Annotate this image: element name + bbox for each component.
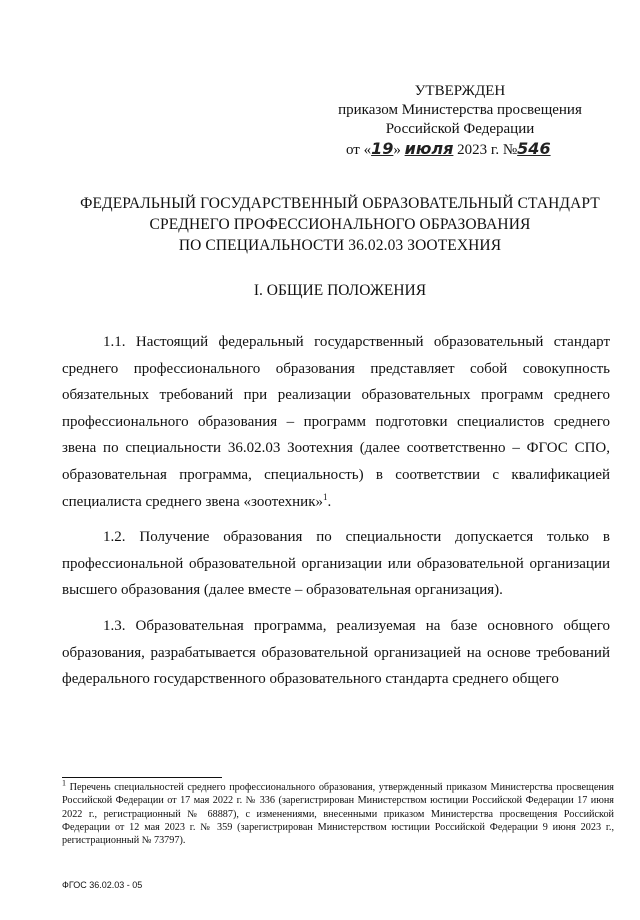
paragraph-1-1-end: . xyxy=(327,493,332,510)
footnote-separator xyxy=(62,777,222,778)
approval-order-line: приказом Министерства просвещения xyxy=(338,102,582,118)
page-code: ФГОС 36.02.03 - 05 xyxy=(62,880,143,890)
footnote-text: Перечень специальностей среднего профессионального образования, утвержденный приказом Министерства просвещения Российской Федерации от 17 мая 2022 г. № 336 (зарегистрирован Министерством юстиции Российской Федерации 17 июня 2022 г., регистрационный № 68887), с изменениями, внесенными приказом Министерства просвещения Российской Федерации от 12 мая 2023 г. № 359 (зарегистрирован Министерством юстиции Российской Федерации 9 июня 2023 г., регистрационный № 73797). xyxy=(62,782,614,847)
title-line-1: ФЕДЕРАЛЬНЫЙ ГОСУДАРСТВЕННЫЙ ОБРАЗОВАТЕЛЬНЫЙ СТАНДАРТ xyxy=(80,195,600,212)
approval-heading: УТВЕРЖДЕН xyxy=(414,83,506,99)
section-heading: I. ОБЩИЕ ПОЛОЖЕНИЯ xyxy=(253,282,427,299)
title-line-3: ПО СПЕЦИАЛЬНОСТИ 36.02.03 ЗООТЕХНИЯ xyxy=(178,237,502,254)
approval-date-line xyxy=(330,139,590,160)
approval-block xyxy=(330,82,590,160)
title-line-2: СРЕДНЕГО ПРОФЕССИОНАЛЬНОГО ОБРАЗОВАНИЯ xyxy=(149,216,531,233)
paragraph-1-3: 1.3. Образовательная программа, реализуемая на базе основного общего образования, разрабатывается образовательной организацией на основе требований федерального государственного образовательного стандарта среднего общего xyxy=(62,617,610,688)
approval-country-line: Российской Федерации xyxy=(385,121,535,137)
handwritten-month: июля xyxy=(404,139,454,158)
footnote-ref: 1 xyxy=(322,491,328,502)
date-prefix: от « xyxy=(346,142,372,158)
body-text xyxy=(62,329,610,702)
footnote-mark: 1 xyxy=(62,778,66,788)
paragraph-1-1-text: 1.1. Настоящий федеральный государственный образовательный стандарт среднего профессионального образования представляет собой совокупность обязательных требований при реализации образовательных программ среднего профессионального образования – программ подготовки специалистов среднего звена по специальности 36.02.03 Зоотехния (далее соответственно – ФГОС СПО, образовательная программа, специальность) в соответствии с квалификацией специалиста среднего звена «зоотехник» xyxy=(62,334,610,510)
footnote xyxy=(62,778,614,847)
handwritten-order-number: 546 xyxy=(517,139,551,158)
date-year: 2023 г. № xyxy=(453,142,518,158)
date-mid: » xyxy=(393,142,401,158)
document-title xyxy=(60,193,620,256)
paragraph-1-1 xyxy=(62,329,610,515)
handwritten-day: 19 xyxy=(371,139,394,158)
paragraph-1-2: 1.2. Получение образования по специальности допускается только в профессиональной образовательной организации или образовательной организации высшего образования (далее вместе – образовательная организация). xyxy=(62,529,610,599)
